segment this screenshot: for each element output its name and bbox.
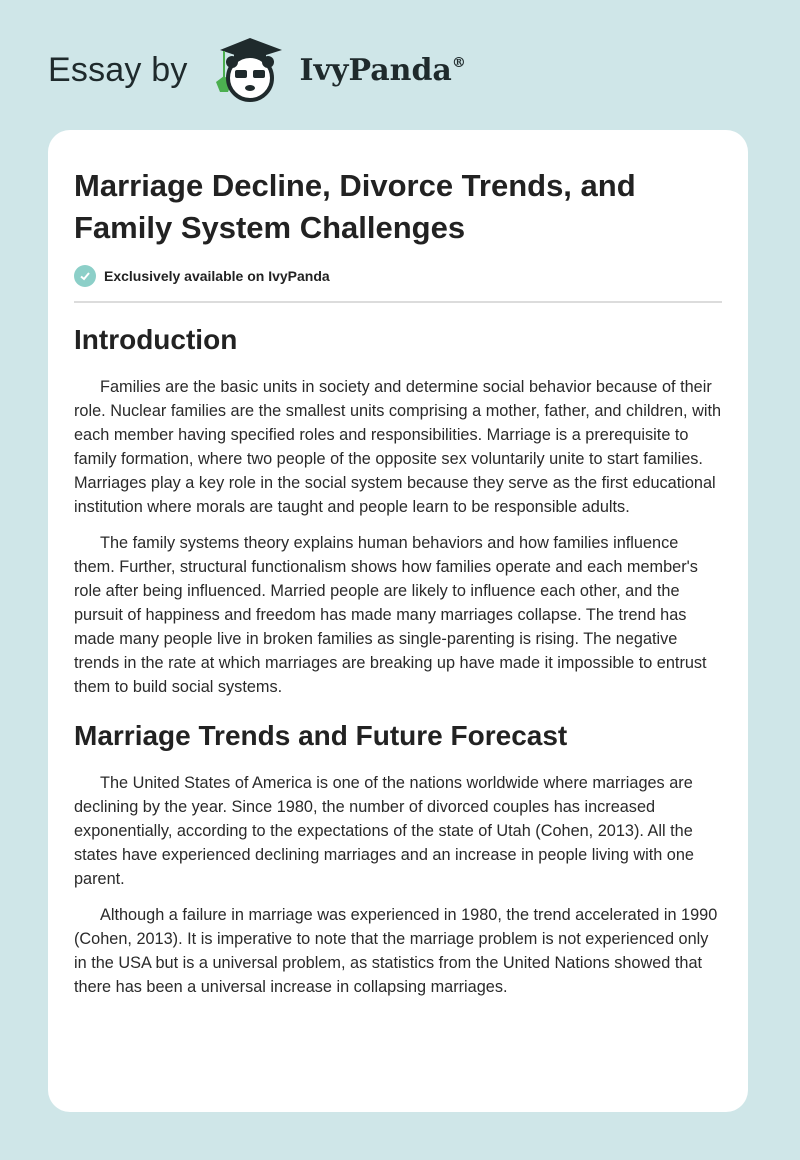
registered-mark: ® — [451, 54, 466, 71]
panda-logo-icon[interactable] — [206, 36, 290, 104]
site-header — [48, 38, 466, 102]
exclusive-badge — [74, 265, 722, 287]
essay-by-label: Essay by — [48, 50, 188, 89]
brand-name[interactable] — [300, 53, 466, 88]
paragraph: The family systems theory explains human behaviors and how families influence them. Further, structural functionalism shows how families operate and each member's role after being influenced. Married people are likely to influence each other, and the pursuit of happiness and freedom has made many marriages collapse. The trend has made many people live in broken families as single-parenting is rising. The negative trends in the rate at which marriages are breaking up have made it impossible to entrust them to build social systems. — [74, 534, 707, 696]
badge-label: Exclusively available on IvyPanda — [104, 268, 330, 284]
brand-text: IvyPanda — [299, 52, 452, 88]
paragraph: The United States of America is one of the nations worldwide where marriages are declining by the year. Since 1980, the number of divorced couples has increased exponentially, according to the expectations of the state of Utah (Cohen, 2013). All the states have experienced declining marriages and an increase in people living with one parent. — [74, 774, 694, 888]
divider — [74, 301, 722, 303]
paragraph: Families are the basic units in society and determine social behavior because of their role. Nuclear families are the smallest units comprising a mother, father, and children, with each member having specified roles and responsibilities. Marriage is a prerequisite to family formation, where two people of the opposite sex voluntarily unite to start families. Marriages play a key role in the social system because they serve as the first educational institution where morals are taught and people learn to be responsible adults. — [74, 378, 722, 516]
essay-title: Marriage Decline, Divorce Trends, and Family System Challenges — [74, 168, 636, 245]
section-heading: Marriage Trends and Future Forecast — [74, 720, 568, 751]
paragraph: Although a failure in marriage was experienced in 1980, the trend accelerated in 1990 (Cohen, 2013). It is imperative to note that the marriage problem is not experienced only in the USA but is a universal problem, as statistics from the United Nations showed that there has been a universal increase in collapsing marriages. — [74, 906, 718, 996]
check-icon — [74, 265, 96, 287]
essay-card — [48, 130, 748, 1112]
section-heading: Introduction — [74, 324, 238, 355]
